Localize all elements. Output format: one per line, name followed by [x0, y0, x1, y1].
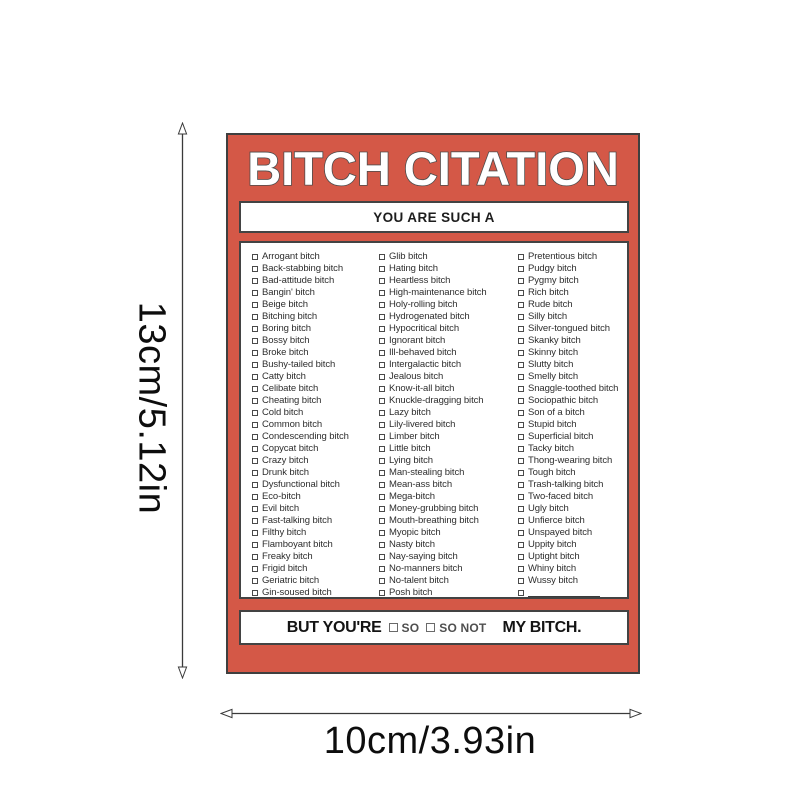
- checklist-item: [252, 467, 378, 479]
- checkbox-icon[interactable]: [379, 338, 385, 344]
- checklist-item-label: Nay-saying bitch: [389, 551, 458, 562]
- checkbox-icon[interactable]: [518, 302, 524, 308]
- checkbox-icon[interactable]: [518, 290, 524, 296]
- checkbox-icon[interactable]: [379, 470, 385, 476]
- checklist-item: [379, 323, 518, 335]
- checklist-item-label: Frigid bitch: [262, 563, 308, 574]
- checklist-item: [518, 587, 630, 599]
- checklist-item: [252, 383, 378, 395]
- checkbox-icon[interactable]: [518, 386, 524, 392]
- checklist-item: [518, 539, 630, 551]
- checkbox-icon[interactable]: [252, 302, 258, 308]
- checklist-item-label: Holy-rolling bitch: [389, 299, 458, 310]
- checklist-item-label: Catty bitch: [262, 371, 306, 382]
- checklist-item: [518, 275, 630, 287]
- checklist-item: [252, 311, 378, 323]
- checkbox-icon[interactable]: [252, 530, 258, 536]
- checkbox-icon[interactable]: [518, 542, 524, 548]
- checklist-item: [518, 263, 630, 275]
- checklist-item: [379, 263, 518, 275]
- height-dimension-arrow: [175, 122, 190, 679]
- checklist-item-label: Smelly bitch: [528, 371, 579, 382]
- checklist-item: [379, 431, 518, 443]
- checklist-item-label: Mega-bitch: [389, 491, 435, 502]
- checklist-item-label: Unspayed bitch: [528, 527, 593, 538]
- checklist-item-label: Unfierce bitch: [528, 515, 585, 526]
- checklist-item: [252, 563, 378, 575]
- checklist-item-label: High-maintenance bitch: [389, 287, 487, 298]
- checklist-item-label: Bitching bitch: [262, 311, 318, 322]
- checkbox-icon[interactable]: [379, 542, 385, 548]
- checkbox-icon[interactable]: [379, 398, 385, 404]
- checklist-item-label: Uptight bitch: [528, 551, 580, 562]
- checklist-item-label: Lying bitch: [389, 455, 433, 466]
- checkbox-icon[interactable]: [252, 362, 258, 368]
- checklist-item: [379, 287, 518, 299]
- checkbox-icon[interactable]: [518, 494, 524, 500]
- checkbox-icon[interactable]: [379, 266, 385, 272]
- checklist-item-label: Broke bitch: [262, 347, 309, 358]
- checklist-item: [379, 527, 518, 539]
- checkbox-icon[interactable]: [518, 326, 524, 332]
- checklist-item: [379, 395, 518, 407]
- checklist-item: [379, 575, 518, 587]
- checklist-item-label: Boring bitch: [262, 323, 311, 334]
- checkbox-icon[interactable]: [379, 458, 385, 464]
- checklist-item: [379, 515, 518, 527]
- checkbox-icon[interactable]: [379, 482, 385, 488]
- width-dimension-label: 10cm/3.93in: [323, 720, 537, 762]
- checklist-item: [252, 491, 378, 503]
- checklist-item: [518, 335, 630, 347]
- checkbox-icon[interactable]: [518, 530, 524, 536]
- checkbox-icon[interactable]: [252, 518, 258, 524]
- checklist-item-label: Ill-behaved bitch: [389, 347, 457, 358]
- checklist-item: [379, 311, 518, 323]
- checklist-item: [252, 503, 378, 515]
- checkbox-icon[interactable]: [252, 338, 258, 344]
- checklist-item-label: Bad-attitude bitch: [262, 275, 335, 286]
- checklist-item: [252, 431, 378, 443]
- checkbox-icon[interactable]: [379, 326, 385, 332]
- checklist-item-label: Little bitch: [389, 443, 431, 454]
- checklist-item-label: Fast-talking bitch: [262, 515, 333, 526]
- checklist-item: [518, 563, 630, 575]
- checklist-item-label: Tacky bitch: [528, 443, 574, 454]
- checklist-item: [379, 359, 518, 371]
- checkbox-icon[interactable]: [518, 554, 524, 560]
- checklist-item: [379, 275, 518, 287]
- checklist-item-label: Hydrogenated bitch: [389, 311, 470, 322]
- checklist-item: [379, 443, 518, 455]
- checkbox-icon[interactable]: [518, 374, 524, 380]
- checklist-item: [379, 371, 518, 383]
- checkbox-icon[interactable]: [518, 278, 524, 284]
- checkbox-icon[interactable]: [252, 290, 258, 296]
- checklist-item-label: Eco-bitch: [262, 491, 301, 502]
- checklist-item-label: Condescending bitch: [262, 431, 349, 442]
- checkbox-icon[interactable]: [252, 578, 258, 584]
- checklist-item: [379, 407, 518, 419]
- checklist-item-label: Whiny bitch: [528, 563, 577, 574]
- checklist-item: [518, 359, 630, 371]
- checklist-item: [379, 491, 518, 503]
- checklist-item-label: Rich bitch: [528, 287, 569, 298]
- checklist-item-label: Two-faced bitch: [528, 491, 594, 502]
- checklist-item-label: Flamboyant bitch: [262, 539, 333, 550]
- checklist-item-label: Sociopathic bitch: [528, 395, 599, 406]
- checkbox-icon[interactable]: [252, 458, 258, 464]
- checklist-item: [518, 299, 630, 311]
- checklist-item-label: Bangin' bitch: [262, 287, 315, 298]
- checkbox-icon[interactable]: [252, 590, 258, 596]
- checklist-item-label: Cold bitch: [262, 407, 304, 418]
- checklist-item-label: Evil bitch: [262, 503, 300, 514]
- checkbox-icon[interactable]: [379, 578, 385, 584]
- checklist-item: [252, 515, 378, 527]
- checklist-item-label: Slutty bitch: [528, 359, 574, 370]
- checklist-column-2: [379, 251, 518, 599]
- checkbox-icon[interactable]: [518, 350, 524, 356]
- checklist-item: [379, 419, 518, 431]
- checklist-item-label: Pygmy bitch: [528, 275, 579, 286]
- checkbox-icon[interactable]: [379, 314, 385, 320]
- checklist-item-label: Cheating bitch: [262, 395, 322, 406]
- checkbox-icon[interactable]: [518, 566, 524, 572]
- checklist-item: [518, 455, 630, 467]
- checklist-item-label: Filthy bitch: [262, 527, 307, 538]
- checkbox-icon[interactable]: [252, 542, 258, 548]
- checklist-column-3: [518, 251, 630, 599]
- checkbox-icon[interactable]: [379, 518, 385, 524]
- checklist-item-label: Skinny bitch: [528, 347, 579, 358]
- checklist-item-label: Snaggle-toothed bitch: [528, 383, 619, 394]
- checklist-item: [518, 515, 630, 527]
- checklist-item-label: Jealous bitch: [389, 371, 444, 382]
- notepad-title: BITCH CITATION: [247, 142, 619, 195]
- checklist-item: [252, 575, 378, 587]
- checklist-item: [252, 395, 378, 407]
- checklist-item-label: Thong-wearing bitch: [528, 455, 613, 466]
- checklist-item: [252, 299, 378, 311]
- checklist-item-label: Rude bitch: [528, 299, 573, 310]
- checklist-item-label: Hypocritical bitch: [389, 323, 460, 334]
- checkbox-icon[interactable]: [252, 266, 258, 272]
- checklist-item-label: Ignorant bitch: [389, 335, 446, 346]
- checklist-item-label: Tough bitch: [528, 467, 576, 478]
- checklist-item: [252, 551, 378, 563]
- checklist-item-label: No-manners bitch: [389, 563, 463, 574]
- checklist-item-label: Know-it-all bitch: [389, 383, 455, 394]
- checkbox-icon[interactable]: [518, 518, 524, 524]
- checklist-item: [252, 347, 378, 359]
- checklist-item: [379, 347, 518, 359]
- checklist-item: [252, 455, 378, 467]
- checklist-item: [252, 539, 378, 551]
- notepad: [226, 133, 640, 674]
- checklist-item: [518, 347, 630, 359]
- write-in-blank[interactable]: [528, 589, 600, 597]
- checklist-item-label: Silver-tongued bitch: [528, 323, 610, 334]
- checklist-item-label: Geriatric bitch: [262, 575, 320, 586]
- checklist-item-label: Wussy bitch: [528, 575, 578, 586]
- checklist-item-label: Glib bitch: [389, 251, 428, 262]
- checklist-item-label: Posh bitch: [389, 587, 433, 598]
- checkbox-icon[interactable]: [379, 254, 385, 260]
- checklist-item-label: Pretentious bitch: [528, 251, 598, 262]
- checklist-item-label: Superficial bitch: [528, 431, 594, 442]
- checklist-item-label: Crazy bitch: [262, 455, 309, 466]
- checklist-item: [518, 551, 630, 563]
- checklist-item: [252, 419, 378, 431]
- checklist-item-label: Man-stealing bitch: [389, 467, 465, 478]
- checklist-item-label: Heartless bitch: [389, 275, 451, 286]
- checklist-item: [379, 251, 518, 263]
- subtitle-text: YOU ARE SUCH A: [373, 209, 495, 225]
- checkbox-icon[interactable]: [252, 314, 258, 320]
- checkbox-icon[interactable]: [252, 506, 258, 512]
- footer-suffix: MY BITCH.: [502, 618, 582, 636]
- checklist-item: [518, 527, 630, 539]
- checkbox-icon[interactable]: [252, 326, 258, 332]
- checklist-item: [252, 287, 378, 299]
- checkbox-icon[interactable]: [252, 410, 258, 416]
- checklist-item: [252, 335, 378, 347]
- checklist-item: [252, 263, 378, 275]
- checkbox-icon[interactable]: [518, 422, 524, 428]
- checklist-item: [518, 419, 630, 431]
- footer-bar: [239, 610, 629, 645]
- checkbox-icon[interactable]: [379, 446, 385, 452]
- checklist-item: [518, 407, 630, 419]
- checkbox-icon[interactable]: [518, 470, 524, 476]
- checklist-item-label: Intergalactic bitch: [389, 359, 462, 370]
- checkbox-icon[interactable]: [518, 410, 524, 416]
- checklist-item-label: Common bitch: [262, 419, 323, 430]
- checkbox-icon[interactable]: [379, 302, 385, 308]
- checklist-item-label: Ugly bitch: [528, 503, 569, 514]
- checklist-item: [518, 395, 630, 407]
- checklist-item: [252, 371, 378, 383]
- checklist-item: [252, 527, 378, 539]
- checkbox-icon[interactable]: [252, 470, 258, 476]
- checkbox-icon[interactable]: [379, 566, 385, 572]
- checkbox-icon[interactable]: [518, 398, 524, 404]
- checklist-item-label: Uppity bitch: [528, 539, 577, 550]
- checklist-item-label: Dysfunctional bitch: [262, 479, 340, 490]
- checkbox-icon[interactable]: [518, 434, 524, 440]
- checkbox-icon[interactable]: [252, 482, 258, 488]
- checklist-panel: [239, 241, 629, 599]
- checklist-item-label: Myopic bitch: [389, 527, 441, 538]
- checkbox-icon[interactable]: [518, 362, 524, 368]
- checklist-item: [379, 479, 518, 491]
- checkbox-icon[interactable]: [379, 554, 385, 560]
- checklist-item: [379, 587, 518, 599]
- subtitle-bar: [239, 201, 629, 233]
- checklist-item-label: Lazy bitch: [389, 407, 431, 418]
- checkbox-icon[interactable]: [518, 590, 524, 596]
- checkbox-icon[interactable]: [379, 506, 385, 512]
- height-dimension-text: 13cm/5.12in: [130, 301, 173, 515]
- checkbox-icon[interactable]: [518, 578, 524, 584]
- checklist-item: [518, 491, 630, 503]
- checklist-item: [379, 455, 518, 467]
- checkbox-icon[interactable]: [518, 458, 524, 464]
- checklist-item-label: Stupid bitch: [528, 419, 577, 430]
- checklist-item-label: Bushy-tailed bitch: [262, 359, 336, 370]
- checkbox-icon[interactable]: [518, 266, 524, 272]
- checklist-item-label: Copycat bitch: [262, 443, 319, 454]
- checkbox-icon[interactable]: [252, 254, 258, 260]
- checklist-item: [379, 299, 518, 311]
- checklist-item: [518, 479, 630, 491]
- checklist-item-label: Knuckle-dragging bitch: [389, 395, 484, 406]
- checkbox-icon[interactable]: [518, 482, 524, 488]
- checklist-item: [379, 335, 518, 347]
- width-dimension-arrow: [220, 706, 642, 721]
- checkbox-icon[interactable]: [379, 410, 385, 416]
- checklist-item-label: Freaky bitch: [262, 551, 313, 562]
- checkbox-icon[interactable]: [518, 506, 524, 512]
- checkbox-icon[interactable]: [379, 278, 385, 284]
- checkbox-icon[interactable]: [518, 446, 524, 452]
- checklist-item-label: Drunk bitch: [262, 467, 309, 478]
- so-checkbox[interactable]: [389, 623, 398, 632]
- checkbox-icon[interactable]: [252, 446, 258, 452]
- checklist-item: [252, 479, 378, 491]
- checkbox-icon[interactable]: [379, 422, 385, 428]
- checklist-item-label: Hating bitch: [389, 263, 438, 274]
- checkbox-icon[interactable]: [379, 374, 385, 380]
- checklist-item: [252, 251, 378, 263]
- checklist-item: [518, 431, 630, 443]
- checkbox-icon[interactable]: [252, 494, 258, 500]
- checkbox-icon[interactable]: [379, 434, 385, 440]
- checklist-item: [379, 551, 518, 563]
- checkbox-icon[interactable]: [252, 398, 258, 404]
- checkbox-icon[interactable]: [379, 350, 385, 356]
- checklist-item: [379, 383, 518, 395]
- checkbox-icon[interactable]: [518, 338, 524, 344]
- checkbox-icon[interactable]: [379, 290, 385, 296]
- checklist-item: [252, 275, 378, 287]
- checklist-item: [518, 383, 630, 395]
- checklist-item: [379, 563, 518, 575]
- so-not-checkbox[interactable]: [426, 623, 435, 632]
- checklist-item: [252, 587, 378, 599]
- checkbox-icon[interactable]: [379, 590, 385, 596]
- checkbox-icon[interactable]: [518, 314, 524, 320]
- checkbox-icon[interactable]: [252, 386, 258, 392]
- checklist-item: [518, 467, 630, 479]
- checklist-item-label: Son of a bitch: [528, 407, 585, 418]
- checkbox-icon[interactable]: [252, 278, 258, 284]
- checklist-item: [252, 323, 378, 335]
- checklist-item-label: Gin-soused bitch: [262, 587, 332, 598]
- checkbox-icon[interactable]: [252, 350, 258, 356]
- checklist-item: [379, 539, 518, 551]
- checkbox-icon[interactable]: [252, 422, 258, 428]
- checklist-item: [518, 323, 630, 335]
- checklist-item-label: Skanky bitch: [528, 335, 581, 346]
- checklist-item: [379, 503, 518, 515]
- checklist-item-label: No-talent bitch: [389, 575, 449, 586]
- checkbox-icon[interactable]: [379, 362, 385, 368]
- checklist-item-label: Mouth-breathing bitch: [389, 515, 479, 526]
- checklist-item: [518, 443, 630, 455]
- checklist-item-label: Bossy bitch: [262, 335, 310, 346]
- checkbox-icon[interactable]: [252, 566, 258, 572]
- checkbox-icon[interactable]: [379, 494, 385, 500]
- checklist-item: [518, 503, 630, 515]
- checklist-item: [518, 371, 630, 383]
- checklist-item-label: Beige bitch: [262, 299, 308, 310]
- so-label: SO: [401, 620, 420, 635]
- checklist-item: [518, 251, 630, 263]
- checklist-item-label: Trash-talking bitch: [528, 479, 604, 490]
- checklist-item-label: Money-grubbing bitch: [389, 503, 479, 514]
- checklist-item: [518, 575, 630, 587]
- checklist-column-1: [252, 251, 378, 599]
- checkbox-icon[interactable]: [252, 374, 258, 380]
- checklist-item-label: Celibate bitch: [262, 383, 319, 394]
- checklist-item: [252, 359, 378, 371]
- checklist-item-label: Back-stabbing bitch: [262, 263, 344, 274]
- checklist-item-label: Silly bitch: [528, 311, 568, 322]
- checkbox-icon[interactable]: [379, 386, 385, 392]
- checklist-item-label: Lily-livered bitch: [389, 419, 456, 430]
- checklist-item: [252, 443, 378, 455]
- checklist-item-label: Limber bitch: [389, 431, 440, 442]
- checklist-item: [518, 311, 630, 323]
- checklist-item-label: Mean-ass bitch: [389, 479, 453, 490]
- checklist-item: [518, 287, 630, 299]
- checklist-item-label: Pudgy bitch: [528, 263, 577, 274]
- checkbox-icon[interactable]: [379, 530, 385, 536]
- checkbox-icon[interactable]: [518, 254, 524, 260]
- checklist-item-label: Arrogant bitch: [262, 251, 320, 262]
- checkbox-icon[interactable]: [252, 434, 258, 440]
- footer-prefix: BUT YOU'RE: [286, 618, 382, 636]
- checklist-item: [252, 407, 378, 419]
- so-not-label: SO NOT: [439, 620, 487, 635]
- checkbox-icon[interactable]: [252, 554, 258, 560]
- checklist-item-label: Nasty bitch: [389, 539, 435, 550]
- checklist-item: [379, 467, 518, 479]
